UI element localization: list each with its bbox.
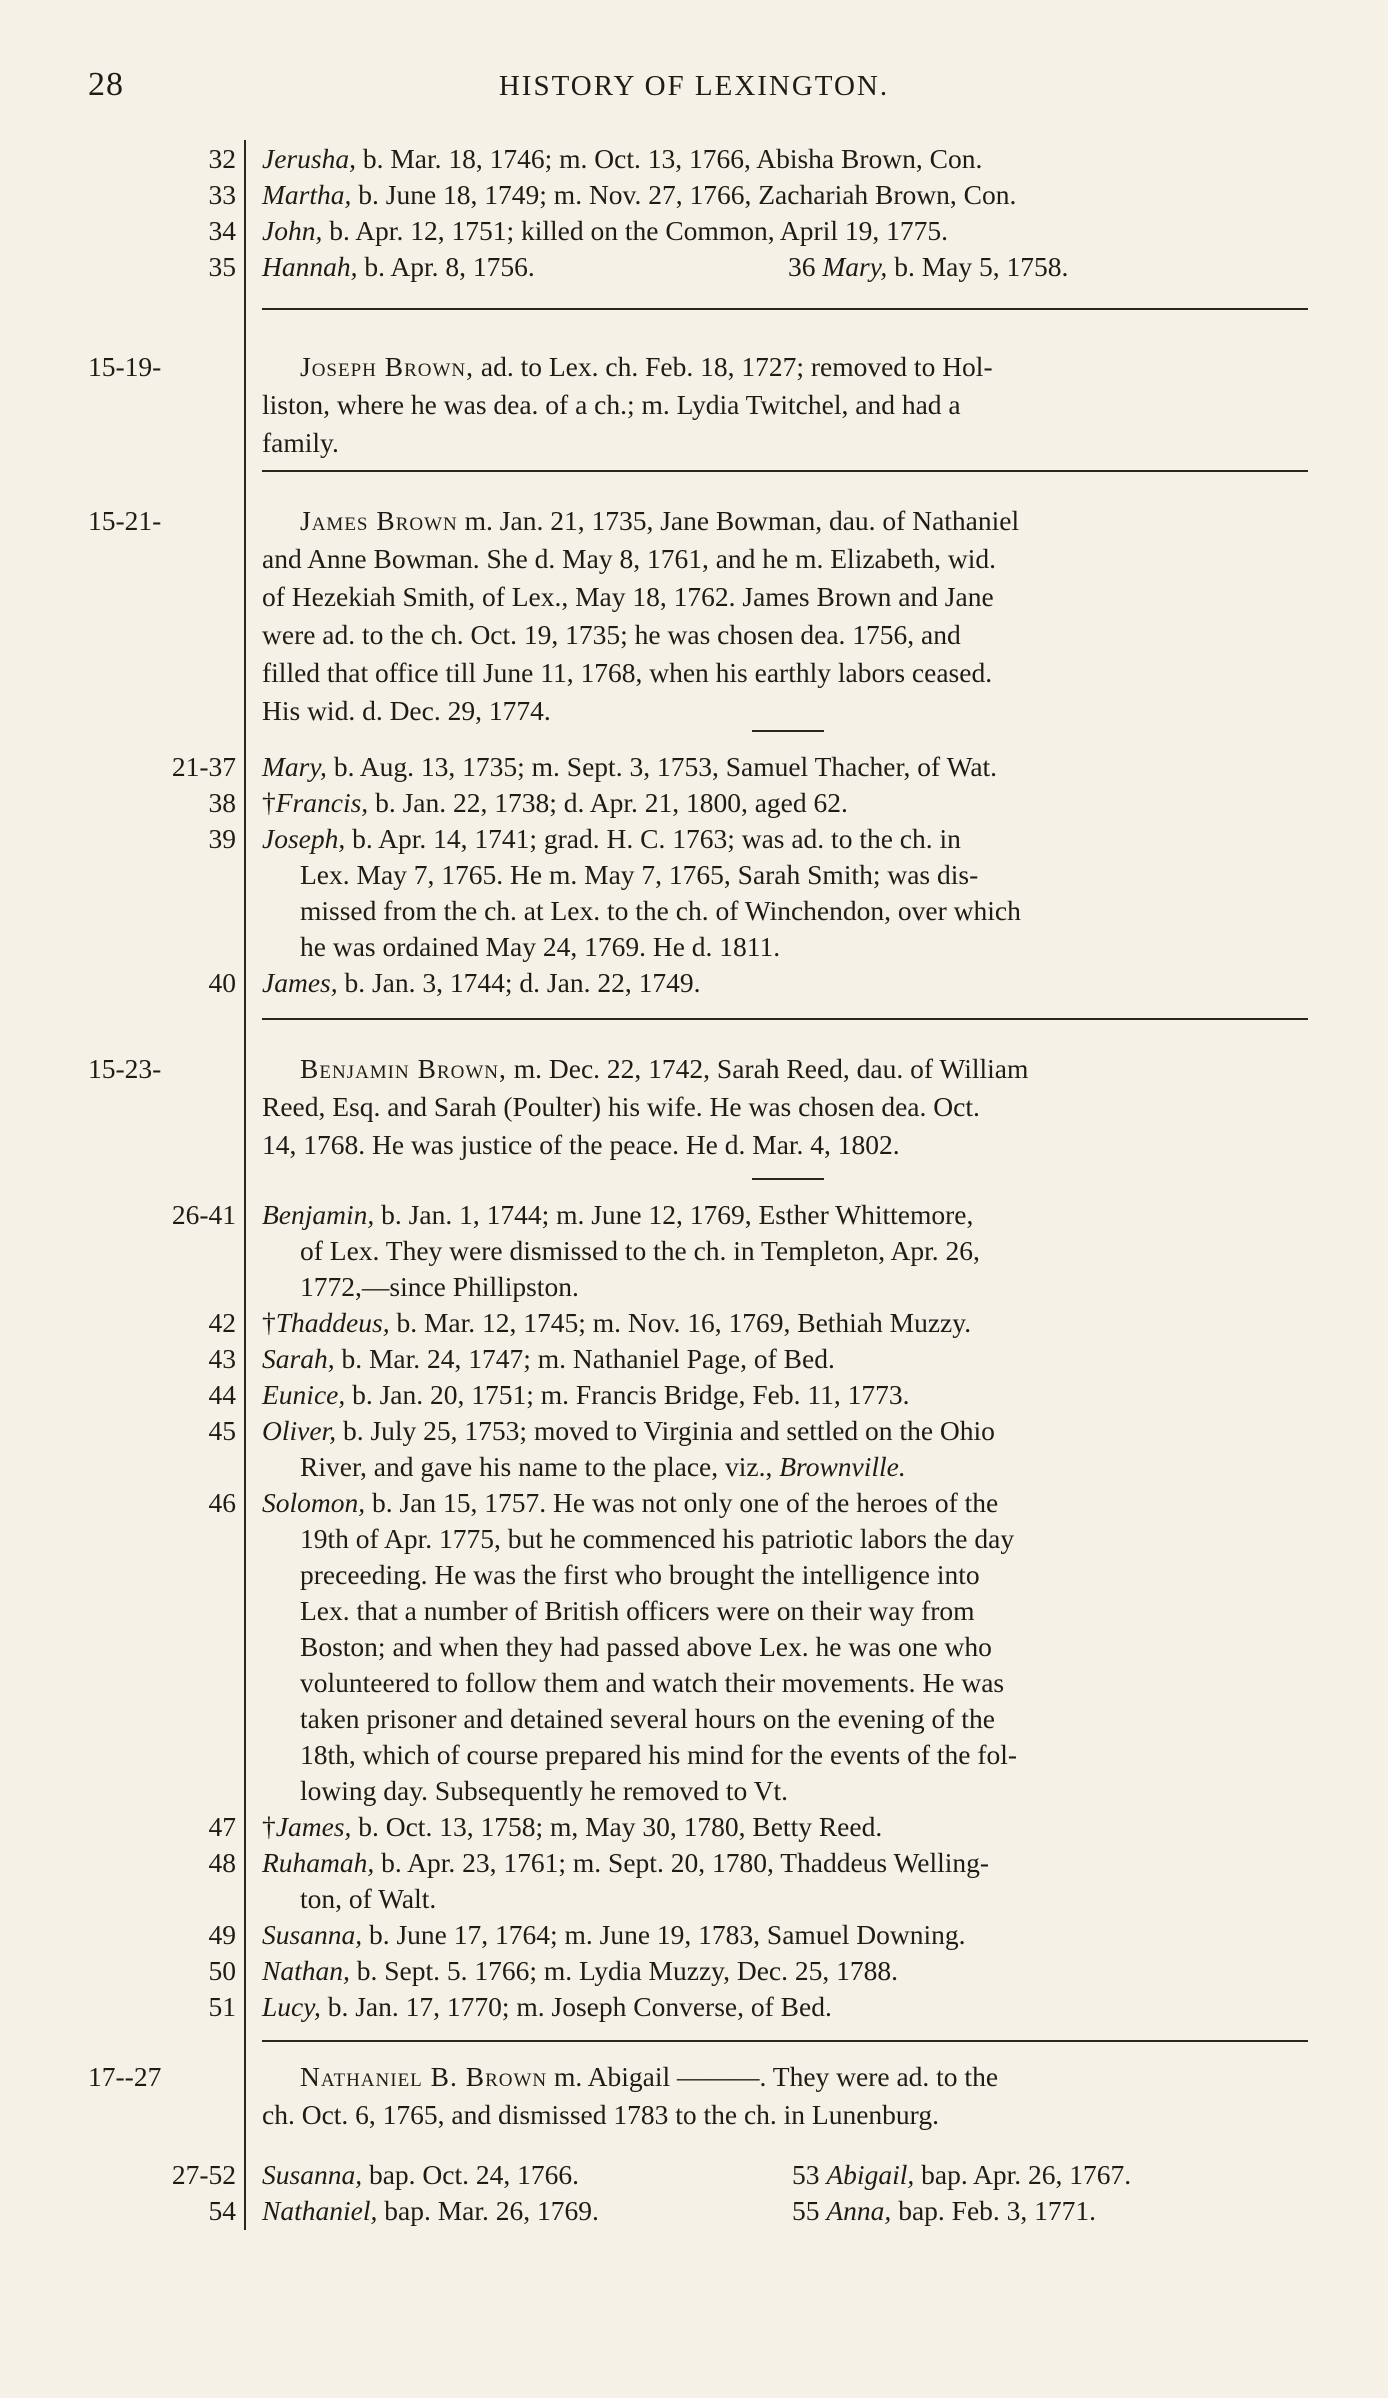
entry-line: Eunice, b. Jan. 20, 1751; m. Francis Bridge, Feb. 11, 1773.: [262, 1379, 910, 1410]
section-divider: [262, 308, 1308, 310]
entry-line: Hannah, b. Apr. 8, 1756.: [262, 251, 535, 282]
text-line: ton, of Walt.: [300, 1883, 437, 1914]
text-line: 18th, which of course prepared his mind for the events of the fol-: [300, 1739, 1018, 1770]
short-divider: [752, 1178, 824, 1180]
text-line: were ad. to the ch. Oct. 19, 1735; he was chosen dea. 1756, and: [262, 619, 961, 650]
entry-line: Mary, b. Aug. 13, 1735; m. Sept. 3, 1753, Samuel Thacher, of Wat.: [262, 751, 998, 782]
deceased-mark: †: [262, 1811, 276, 1842]
person-name: James Brown: [300, 505, 458, 536]
entry-name: Nathan,: [262, 1955, 350, 1986]
entry-line: Benjamin, b. Jan. 1, 1744; m. June 12, 1769, Esther Whittemore,: [262, 1199, 974, 1230]
entry-line: Ruhamah, b. Apr. 23, 1761; m. Sept. 20, 1780, Thaddeus Welling-: [262, 1847, 990, 1878]
entry-number: 42: [208, 1307, 236, 1338]
generation-ref: 17--27: [88, 2061, 162, 2092]
text-line: 19th of Apr. 1775, but he commenced his patriotic labors the day: [300, 1523, 1015, 1554]
text-line: Reed, Esq. and Sarah (Poulter) his wife. He was chosen dea. Oct.: [262, 1091, 980, 1122]
page-header: [0, 66, 1388, 106]
entry-line: Susanna, bap. Oct. 24, 1766.: [262, 2159, 579, 2190]
text-line: taken prisoner and detained several hours on the evening of the: [300, 1703, 995, 1734]
entry-number: 26-41: [171, 1199, 236, 1230]
text-line: and Anne Bowman. She d. May 8, 1761, and he m. Elizabeth, wid.: [262, 543, 996, 574]
text-line: lowing day. Subsequently he removed to Vt.: [300, 1775, 789, 1806]
entry-number: 54: [208, 2195, 236, 2226]
text-line: of Lex. They were dismissed to the ch. in Templeton, Apr. 26,: [300, 1235, 980, 1266]
person-name: Nathaniel B. Brown: [300, 2061, 548, 2092]
entry-line: †Thaddeus, b. Mar. 12, 1745; m. Nov. 16, 1769, Bethiah Muzzy.: [262, 1307, 972, 1338]
family-heading: James Brown m. Jan. 21, 1735, Jane Bowman, dau. of Nathaniel: [300, 505, 1020, 536]
entry-name: James,: [262, 967, 338, 998]
entry-line: †James, b. Oct. 13, 1758; m, May 30, 1780, Betty Reed.: [262, 1811, 883, 1842]
entry-line: Jerusha, b. Mar. 18, 1746; m. Oct. 13, 1766, Abisha Brown, Con.: [262, 143, 983, 174]
margin-rule: [244, 140, 246, 2230]
entry-line: 55 Anna, bap. Feb. 3, 1771.: [792, 2195, 1097, 2226]
text-line: River, and gave his name to the place, viz., Brownville.: [300, 1451, 906, 1482]
entry-number: 35: [208, 251, 236, 282]
entry-line: Nathaniel, bap. Mar. 26, 1769.: [262, 2195, 599, 2226]
text-line: ch. Oct. 6, 1765, and dismissed 1783 to the ch. in Lunenburg.: [262, 2099, 939, 2130]
entry-name: Solomon,: [262, 1487, 366, 1518]
entry-name: Jerusha,: [262, 143, 356, 174]
text-line: Lex. May 7, 1765. He m. May 7, 1765, Sarah Smith; was dis-: [300, 859, 979, 890]
entry-name: John,: [262, 215, 323, 246]
entry-number: 36: [788, 251, 816, 282]
entry-number: 32: [208, 143, 236, 174]
entry-name: Susanna,: [262, 1919, 363, 1950]
text-line: preceeding. He was the first who brought the intelligence into: [300, 1559, 980, 1590]
entry-number: 38: [208, 787, 236, 818]
entry-line: Sarah, b. Mar. 24, 1747; m. Nathaniel Page, of Bed.: [262, 1343, 835, 1374]
entry-name: James,: [275, 1811, 352, 1842]
entry-name: Benjamin,: [262, 1199, 375, 1230]
text-line: volunteered to follow them and watch their movements. He was: [300, 1667, 1005, 1698]
person-name: Joseph Brown,: [300, 351, 475, 382]
entry-name: Abigail,: [826, 2159, 915, 2190]
family-heading: Benjamin Brown, m. Dec. 22, 1742, Sarah Reed, dau. of William: [300, 1053, 1029, 1084]
entry-name: Joseph,: [262, 823, 346, 854]
short-divider: [752, 730, 824, 732]
entry-line: Martha, b. June 18, 1749; m. Nov. 27, 1766, Zachariah Brown, Con.: [262, 179, 1017, 210]
entry-number: 55: [792, 2195, 820, 2226]
entry-name: Martha,: [262, 179, 352, 210]
entry-name: Thaddeus,: [275, 1307, 390, 1338]
deceased-mark: †: [262, 1307, 276, 1338]
person-name: Benjamin Brown,: [300, 1053, 507, 1084]
entry-number: 45: [208, 1415, 236, 1446]
family-heading: Joseph Brown, ad. to Lex. ch. Feb. 18, 1727; removed to Hol-: [300, 351, 993, 382]
entry-line: Lucy, b. Jan. 17, 1770; m. Joseph Converse, of Bed.: [262, 1991, 832, 2022]
text-line: 14, 1768. He was justice of the peace. He d. Mar. 4, 1802.: [262, 1129, 900, 1160]
entry-line: †Francis, b. Jan. 22, 1738; d. Apr. 21, 1800, aged 62.: [262, 787, 848, 818]
page-number: 28: [88, 66, 124, 103]
entry-number: 44: [208, 1379, 236, 1410]
text-line: of Hezekiah Smith, of Lex., May 18, 1762. James Brown and Jane: [262, 581, 994, 612]
entry-number: 39: [208, 823, 236, 854]
text-line: His wid. d. Dec. 29, 1774.: [262, 695, 551, 726]
running-title: HISTORY OF LEXINGTON.: [498, 70, 890, 102]
place-name: Brownville.: [779, 1451, 906, 1482]
entry-number: 43: [208, 1343, 236, 1374]
entry-name: Francis,: [275, 787, 369, 818]
entry-line: Nathan, b. Sept. 5. 1766; m. Lydia Muzzy, Dec. 25, 1788.: [262, 1955, 899, 1986]
entry-line: James, b. Jan. 3, 1744; d. Jan. 22, 1749.: [262, 967, 701, 998]
entry-number: 34: [208, 215, 236, 246]
entry-name: Hannah,: [262, 251, 358, 282]
entry-line: John, b. Apr. 12, 1751; killed on the Common, April 19, 1775.: [262, 215, 948, 246]
text-line: Lex. that a number of British officers were on their way from: [300, 1595, 975, 1626]
entry-name: Anna,: [826, 2195, 892, 2226]
entry-line: 36 Mary, b. May 5, 1758.: [788, 251, 1069, 282]
text-line: liston, where he was dea. of a ch.; m. Lydia Twitchel, and had a: [262, 389, 961, 420]
entry-number: 53: [792, 2159, 820, 2190]
family-heading: Nathaniel B. Brown m. Abigail ———. They were ad. to the: [300, 2061, 999, 2092]
text-line: missed from the ch. at Lex. to the ch. of Winchendon, over which: [300, 895, 1021, 926]
entry-name: Nathaniel,: [262, 2195, 378, 2226]
generation-ref: 15-19-: [88, 351, 162, 382]
entry-name: Ruhamah,: [262, 1847, 375, 1878]
entry-name: Mary,: [262, 751, 327, 782]
entry-number: 51: [208, 1991, 236, 2022]
generation-ref: 15-21-: [88, 505, 162, 536]
text-line: filled that office till June 11, 1768, when his earthly labors ceased.: [262, 657, 993, 688]
text-line: he was ordained May 24, 1769. He d. 1811.: [300, 931, 781, 962]
entry-name: Mary,: [822, 251, 888, 282]
entry-number: 50: [208, 1955, 236, 1986]
generation-ref: 15-23-: [88, 1053, 162, 1084]
entry-line: Oliver, b. July 25, 1753; moved to Virginia and settled on the Ohio: [262, 1415, 995, 1446]
text-line: Boston; and when they had passed above Lex. he was one who: [300, 1631, 992, 1662]
entry-line: Susanna, b. June 17, 1764; m. June 19, 1783, Samuel Downing.: [262, 1919, 966, 1950]
entry-name: Lucy,: [262, 1991, 321, 2022]
entry-number: 49: [208, 1919, 236, 1950]
entry-number: 46: [208, 1487, 236, 1518]
entry-line: Joseph, b. Apr. 14, 1741; grad. H. C. 1763; was ad. to the ch. in: [262, 823, 961, 854]
entry-number: 40: [208, 967, 236, 998]
section-divider: [262, 1018, 1308, 1020]
entry-name: Sarah,: [262, 1343, 335, 1374]
entry-name: Eunice,: [262, 1379, 346, 1410]
section-divider: [262, 2040, 1308, 2042]
entry-line: 53 Abigail, bap. Apr. 26, 1767.: [792, 2159, 1132, 2190]
entry-name: Susanna,: [262, 2159, 363, 2190]
text-line: 1772,—since Phillipston.: [300, 1271, 579, 1302]
deceased-mark: †: [262, 787, 276, 818]
section-divider: [262, 470, 1308, 472]
entry-number: 47: [208, 1811, 236, 1842]
entry-name: Oliver,: [262, 1415, 337, 1446]
text-line: family.: [262, 427, 339, 458]
entry-number: 48: [208, 1847, 236, 1878]
entry-number: 21-37: [171, 751, 236, 782]
entry-number: 33: [208, 179, 236, 210]
entry-line: Solomon, b. Jan 15, 1757. He was not only one of the heroes of the: [262, 1487, 999, 1518]
entry-number: 27-52: [171, 2159, 236, 2190]
